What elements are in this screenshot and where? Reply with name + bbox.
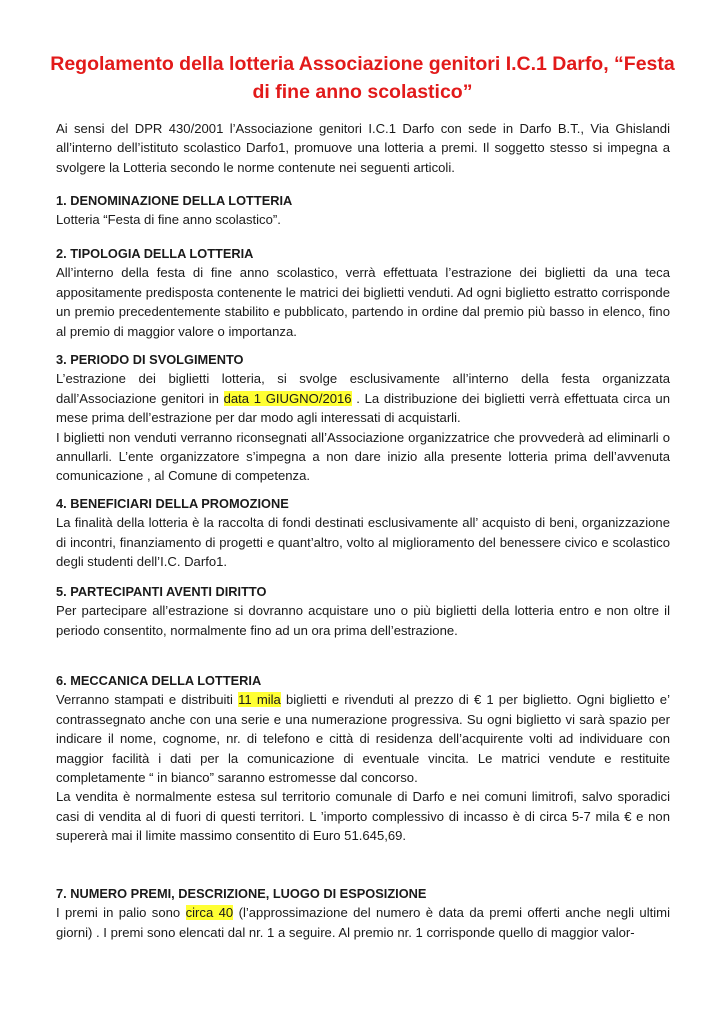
highlighted-date: data 1 GIUGNO/2016 bbox=[223, 390, 352, 406]
section-heading: 5. PARTECIPANTI AVENTI DIRITTO bbox=[56, 584, 267, 599]
document-title: Regolamento della lotteria Associazione genitori I.C.1 Darfo, “Festa di fine anno scolastico” bbox=[50, 53, 675, 103]
section-body: All’interno della festa di fine anno scolastico, verrà effettuata l’estrazione dei biglietti da una teca appositamente predisposta contenente le matrici dei biglietti venduti. Ad ogni biglietto estratto corrisponde un premio precedentemente stabilito e pubblicato, partendo in ordine dal premio più basso in elenco, fino al premio di maggior valore o importanza. bbox=[56, 265, 670, 339]
section-heading: 6. MECCANICA DELLA LOTTERIA bbox=[56, 673, 262, 688]
section-heading: 7. NUMERO PREMI, DESCRIZIONE, LUOGO DI ESPOSIZIONE bbox=[56, 886, 427, 901]
section-heading: 3. PERIODO DI SVOLGIMENTO bbox=[56, 352, 244, 367]
section-body bbox=[56, 903, 670, 942]
section-body-text: Verranno stampati e distribuiti bbox=[56, 692, 239, 708]
section-5 bbox=[56, 582, 670, 640]
section-body-text: L’estrazione dei biglietti lotteria, si svolge esclusivamente all’interno della festa organizzata dall’Associazione genitori in bbox=[56, 371, 670, 406]
section-heading: 1. DENOMINAZIONE DELLA LOTTERIA bbox=[56, 193, 293, 208]
section-body-text: (l’approssimazione del numero è data da premi offerti anche negli ultimi giorni) . I premi sono elencati dal nr. 1 a seguire. Al premio nr. 1 corrisponde quello di maggior valor- bbox=[56, 905, 670, 940]
highlighted-prize-count: circa 40 bbox=[185, 905, 234, 921]
section-7 bbox=[56, 884, 670, 942]
section-2 bbox=[56, 244, 670, 341]
section-1 bbox=[56, 191, 670, 230]
section-body: La finalità della lotteria è la raccolta di fondi destinati esclusivamente all’ acquisto di beni, organizzazione di incontri, finanziamento di progetti e quant’altro, volto al miglioramento del benessere civico e scolastico degli studenti dell’I.C. Darfo1. bbox=[56, 515, 670, 570]
section-body: La vendita è normalmente estesa sul territorio comunale di Darfo e nei comuni limitrofi, salvo sporadici casi di vendita al di fuori di questi territori. L ’importo complessivo di incasso è di circa 5-7 mila € e non supererà mai il limite massimo consentito di Euro 51.645,69. bbox=[56, 789, 670, 844]
intro-text: Ai sensi del DPR 430/2001 l’Associazione genitori I.C.1 Darfo con sede in Darfo B.T., Via Ghislandi all’interno dell’istituto scolastico Darfo1, promuove una lotteria a premi. Il soggetto stesso si impegna a svolgere la Lotteria secondo le norme contenute nei seguenti articoli. bbox=[56, 121, 670, 175]
section-body bbox=[56, 369, 670, 427]
section-4 bbox=[56, 494, 670, 572]
section-body: I biglietti non venduti verranno riconsegnati all’Associazione organizzatrice che provvederà ad eliminarli o annullarli. L’ente organizzatore s’impegna a non dare inizio alla presente lotteria prima dell’avvenuta comunicazione , al Comune di competenza. bbox=[56, 429, 670, 484]
section-body-text: biglietti e rivenduti al prezzo di € 1 per biglietto. Ogni biglietto e’ contrassegnato anche con una serie e una numerazione progressiva. Su ogni biglietto vi sarà spazio per indicare il nome, cognome, nr. di telefono e città di residenza dell’acquirente volti ad individuare con maggior facilità i dati per la comunicazione di eventuale vincita. Le matrici vendute e restituite completamente “ in bianco” saranno estromesse dal concorso. bbox=[56, 692, 670, 786]
highlighted-quantity: 11 mila bbox=[238, 692, 281, 708]
section-body: Lotteria “Festa di fine anno scolastico”. bbox=[56, 212, 281, 228]
section-body bbox=[56, 690, 670, 787]
section-body: Per partecipare all’estrazione si dovranno acquistare uno o più biglietti della lotteria entro e non oltre il periodo consentito, normalmente fino ad un ora prima dell’estrazione. bbox=[56, 603, 670, 638]
section-heading: 2. TIPOLOGIA DELLA LOTTERIA bbox=[56, 246, 254, 261]
section-3 bbox=[56, 350, 670, 486]
section-body-text: . La distribuzione dei biglietti verrà effettuata circa un mese prima dell’estrazione per dar modo agli interessati di acquistarli. bbox=[56, 390, 670, 426]
section-body-text: I premi in palio sono bbox=[56, 905, 186, 921]
intro-paragraph bbox=[56, 119, 670, 177]
section-heading: 4. BENEFICIARI DELLA PROMOZIONE bbox=[56, 496, 289, 511]
section-6 bbox=[56, 671, 670, 846]
